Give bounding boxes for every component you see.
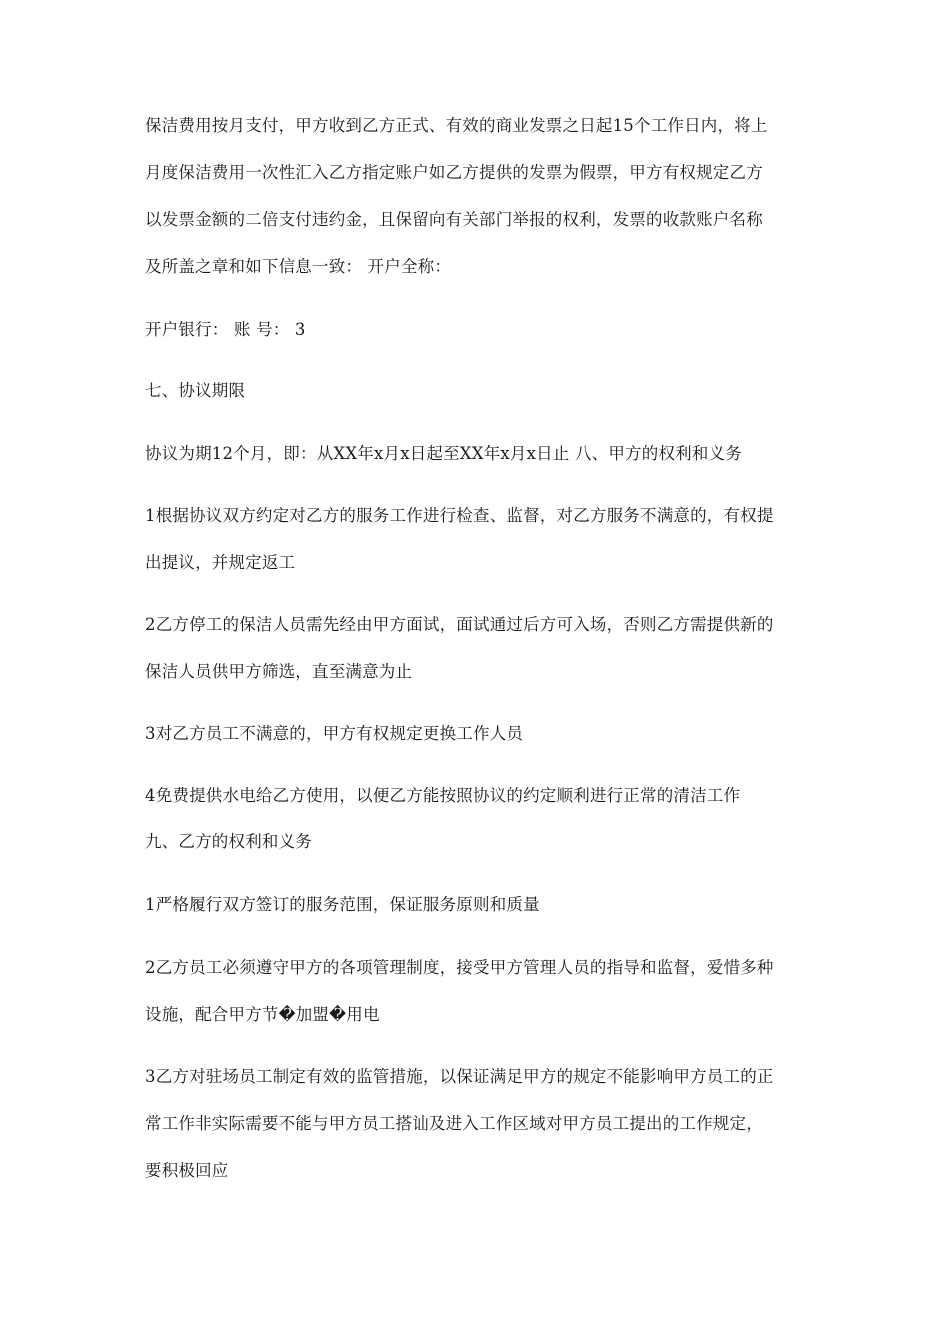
text-line: 1根据协议双方约定对乙方的服务工作进行检查、监督，对乙方服务不满意的，有权提	[145, 506, 774, 525]
text-line: 以发票金额的二倍支付违约金，且保留向有关部门举报的权利，发票的收款账户名称	[145, 210, 763, 229]
text-line: 协议为期12个月，即：从XX年x月x日起至XX年x月x日止 八、甲方的权利和义务	[145, 444, 742, 463]
section-heading: 七、协议期限	[145, 381, 246, 400]
text-line: 3乙方对驻场员工制定有效的监管措施，以保证满足甲方的规定不能影响甲方员工的正	[145, 1067, 774, 1086]
text-line: 要积极回应	[145, 1161, 229, 1180]
text-line: 及所盖之章和如下信息一致： 开户全称：	[145, 257, 452, 276]
text-line: 2乙方停工的保洁人员需先经由甲方面试，面试通过后方可入场，否则乙方需提供新的	[145, 615, 774, 634]
text-line: 1严格履行双方签订的服务范围，保证服务原则和质量	[145, 895, 540, 914]
text-line: 常工作非实际需要不能与甲方员工搭讪及进入工作区域对甲方员工提出的工作规定，	[145, 1114, 763, 1133]
text-line: 3对乙方员工不满意的，甲方有权规定更换工作人员	[145, 724, 524, 743]
text-line: 保洁费用按月支付，甲方收到乙方正式、有效的商业发票之日起15个工作日内，将上	[145, 116, 768, 135]
section-heading: 九、乙方的权利和义务	[145, 832, 312, 851]
text-line: 出提议，并规定返工	[145, 553, 296, 572]
text-line: 保洁人员供甲方筛选，直至满意为止	[145, 662, 413, 681]
text-line: 设施，配合甲方节�加盟�用电	[145, 1005, 380, 1024]
text-line: 开户银行： 账 号： 3	[145, 320, 306, 339]
text-line: 月度保洁费用一次性汇入乙方指定账户如乙方提供的发票为假票，甲方有权规定乙方	[145, 163, 763, 182]
text-line: 4免费提供水电给乙方使用，以便乙方能按照协议的约定顺利进行正常的清洁工作	[145, 786, 741, 805]
text-line: 2乙方员工必须遵守甲方的各项管理制度，接受甲方管理人员的指导和监督，爱惜多种	[145, 958, 774, 977]
